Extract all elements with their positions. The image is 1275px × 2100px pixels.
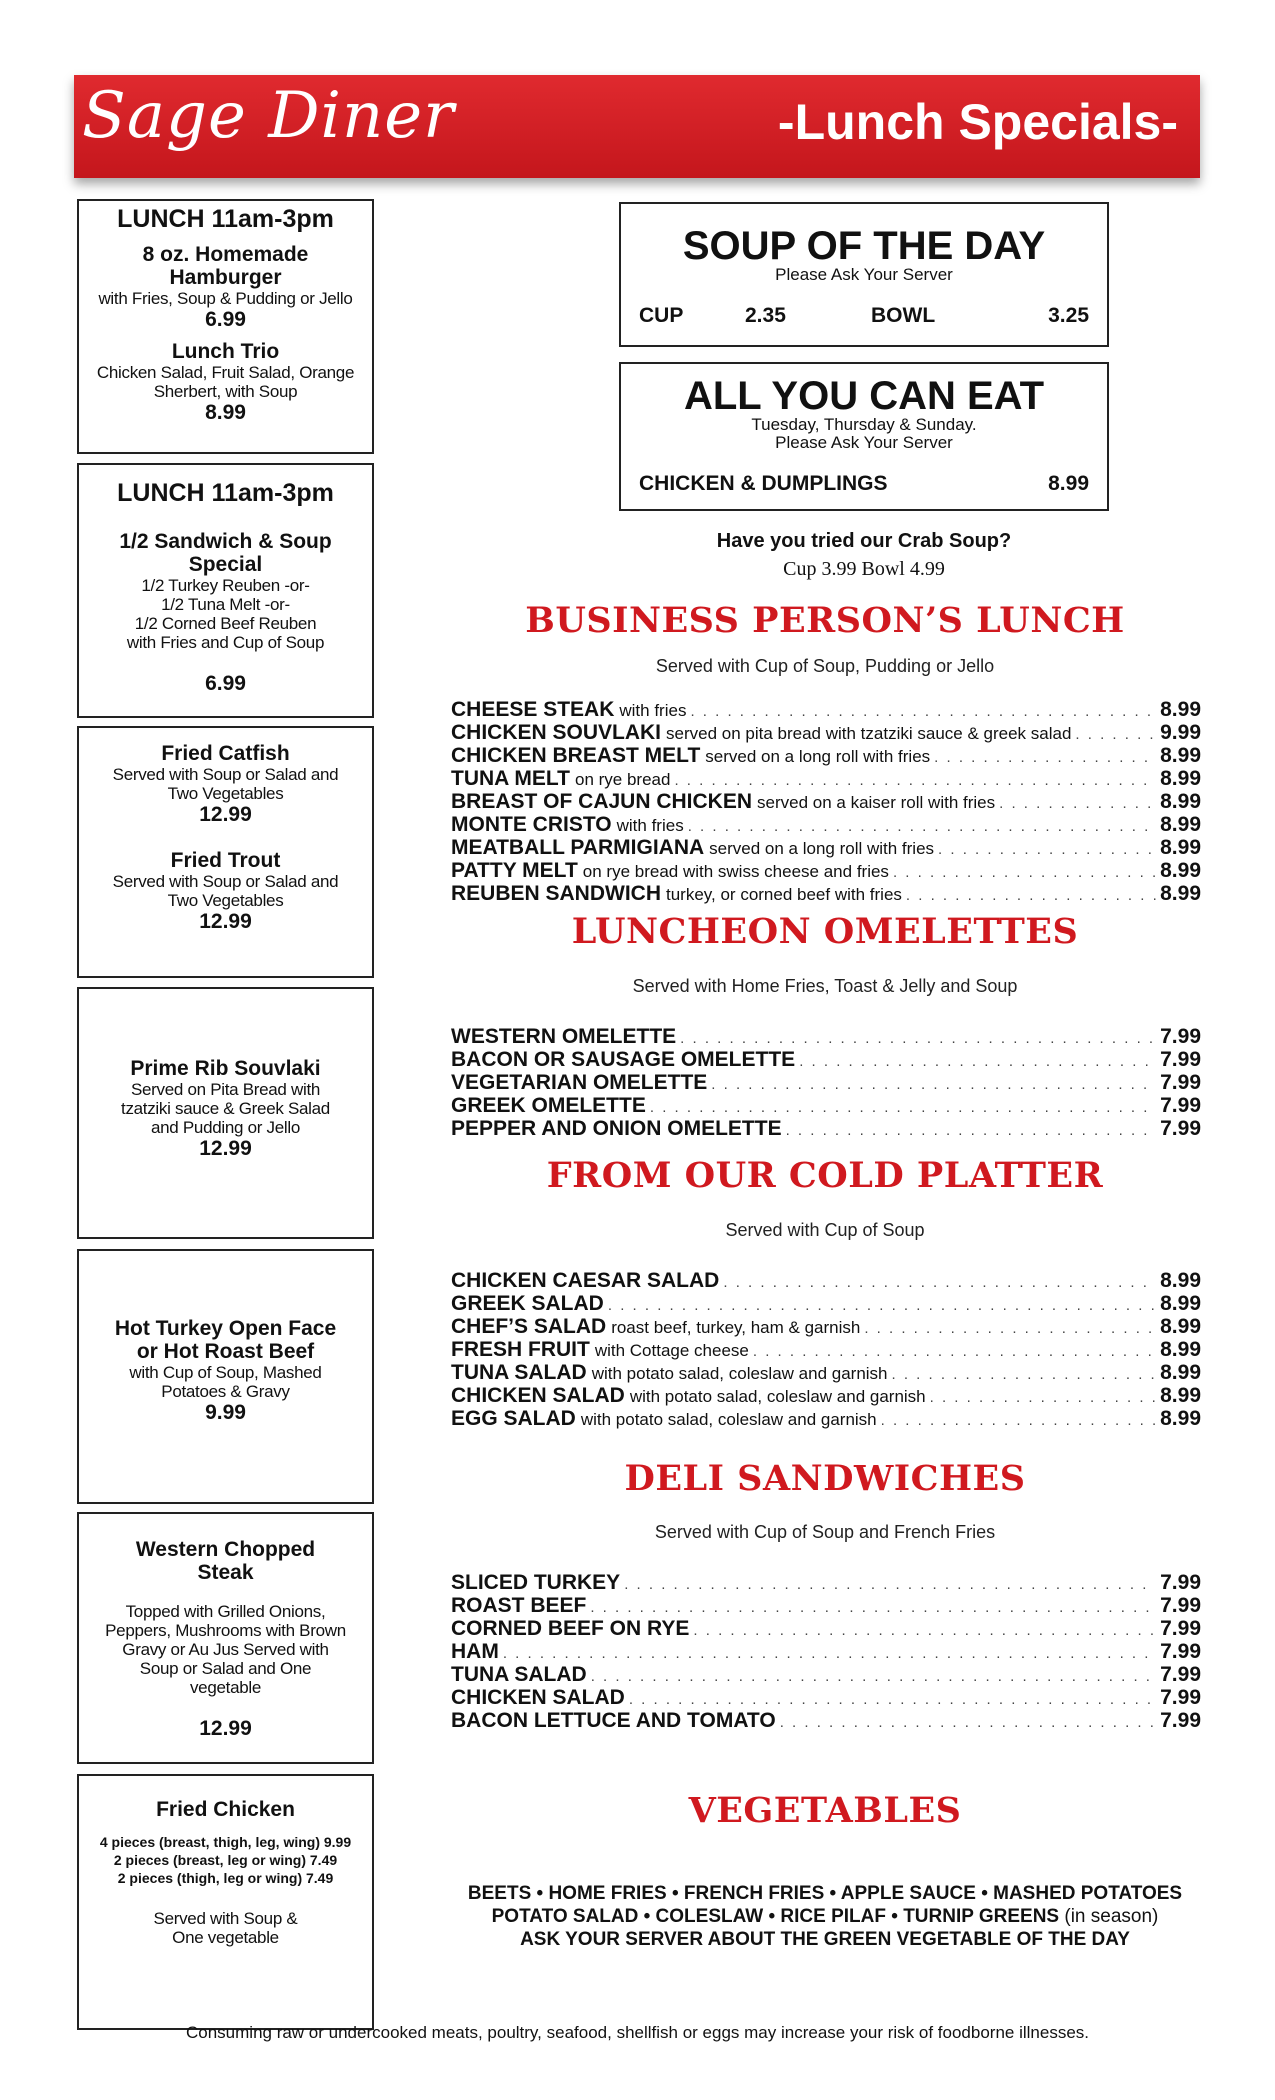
lunch-box-4 xyxy=(77,987,374,1239)
dot-leader xyxy=(934,749,1156,766)
menu-item-name: CHEESE STEAK xyxy=(451,698,615,721)
menu-item-price: 7.99 xyxy=(1160,1071,1201,1094)
menu-item-price: 8.99 xyxy=(205,401,246,424)
omelettes-list xyxy=(451,1025,1201,1140)
menu-row xyxy=(451,767,1201,790)
menu-item-name: CHEF’S SALAD xyxy=(451,1315,607,1338)
menu-item-option: 2 pieces (thigh, leg or wing) 7.49 xyxy=(117,1870,334,1886)
section-subtitle-deli: Served with Cup of Soup and French Fries xyxy=(654,1522,996,1542)
menu-item-description: with Fries and Cup of Soup xyxy=(126,633,325,652)
menu-item-name: Fried Trout xyxy=(170,849,281,872)
menu-item-description: 1/2 Turkey Reuben -or- xyxy=(141,576,310,595)
menu-row xyxy=(451,790,1201,813)
menu-item-name: HAM xyxy=(451,1640,499,1663)
menu-item-price: 8.99 xyxy=(1160,1361,1201,1384)
section-title-deli: DELI SANDWICHES xyxy=(624,1458,1026,1499)
menu-item-price: 12.99 xyxy=(199,803,252,826)
cold-platter-list xyxy=(451,1269,1201,1430)
business-lunch-list xyxy=(451,698,1201,905)
vegetables-line-2-text: POTATO SALAD • COLESLAW • RICE PILAF • TURNIP GREENS xyxy=(491,1906,1060,1927)
menu-item-price: 7.99 xyxy=(1160,1117,1201,1140)
menu-item-price: 8.99 xyxy=(1160,790,1201,813)
menu-item-name: SLICED TURKEY xyxy=(451,1571,621,1594)
menu-row xyxy=(451,1292,1201,1315)
vegetables-list xyxy=(450,1882,1200,1951)
lunch-box-5 xyxy=(77,1249,374,1504)
menu-item-name: CHICKEN CAESAR SALAD xyxy=(451,1269,720,1292)
dot-leader xyxy=(608,1297,1156,1314)
menu-item-price: 8.99 xyxy=(1160,767,1201,790)
dot-leader xyxy=(591,1668,1156,1685)
dot-leader xyxy=(1075,726,1156,743)
menu-row xyxy=(451,1571,1201,1594)
menu-item-name: ROAST BEEF xyxy=(451,1594,587,1617)
menu-item-name: Prime Rib Souvlaki xyxy=(130,1057,321,1080)
dot-leader xyxy=(906,887,1156,904)
menu-item-description: served on a long roll with fries xyxy=(705,747,931,766)
menu-item-price: 7.99 xyxy=(1160,1709,1201,1732)
menu-item-price: 8.99 xyxy=(1160,1384,1201,1407)
menu-item-price: 6.99 xyxy=(205,672,246,695)
menu-row xyxy=(451,1269,1201,1292)
menu-item-name: CHICKEN SALAD xyxy=(451,1686,625,1709)
menu-row xyxy=(451,859,1201,882)
menu-item-description: 1/2 Tuna Melt -or- xyxy=(161,595,290,614)
section-subtitle-omelettes: Served with Home Fries, Toast & Jelly and Soup xyxy=(632,976,1018,996)
soup-subtitle: Please Ask Your Server xyxy=(775,265,953,284)
menu-item-name: Fried Catfish xyxy=(161,742,290,765)
menu-item-name: Western Chopped Steak xyxy=(135,1538,316,1584)
menu-item-name: VEGETARIAN OMELETTE xyxy=(451,1071,708,1094)
ayce-days: Tuesday, Thursday & Sunday. xyxy=(751,415,977,434)
menu-item-price: 8.99 xyxy=(1160,1315,1201,1338)
ayce-subtitle: Please Ask Your Server xyxy=(775,433,953,452)
menu-row xyxy=(451,836,1201,859)
menu-item-name: PATTY MELT xyxy=(451,859,578,882)
menu-item-price: 8.99 xyxy=(1160,859,1201,882)
vegetables-line-2 xyxy=(450,1905,1200,1928)
lunch-box-6 xyxy=(77,1512,374,1764)
menu-item-option: 2 pieces (breast, leg or wing) 7.49 xyxy=(113,1852,338,1868)
restaurant-logo: Sage Diner xyxy=(82,79,455,153)
menu-item-description: on rye bread with swiss cheese and fries xyxy=(582,862,889,881)
soup-title: SOUP OF THE DAY xyxy=(682,224,1046,268)
lunch-box-2 xyxy=(77,463,374,718)
menu-row xyxy=(451,882,1201,905)
menu-item-price: 7.99 xyxy=(1160,1640,1201,1663)
menu-item-name: GREEK SALAD xyxy=(451,1292,604,1315)
dot-leader xyxy=(930,1389,1156,1406)
menu-item-name: FRESH FRUIT xyxy=(451,1338,590,1361)
menu-item-price: 7.99 xyxy=(1160,1686,1201,1709)
menu-item-description: with potato salad, coleslaw and garnish xyxy=(591,1364,888,1383)
menu-item-price: 8.99 xyxy=(1160,836,1201,859)
menu-item-price: 9.99 xyxy=(205,1401,246,1424)
menu-item-name: CHICKEN SALAD xyxy=(451,1384,625,1407)
menu-item-description: Chicken Salad, Fruit Salad, Orange Sherbert, with Soup xyxy=(96,363,355,401)
menu-row xyxy=(451,744,1201,767)
menu-item-description: with Fries, Soup & Pudding or Jello xyxy=(98,289,353,308)
menu-item-description: with potato salad, coleslaw and garnish xyxy=(629,1387,926,1406)
menu-item-price: 8.99 xyxy=(1160,1407,1201,1430)
menu-row xyxy=(451,1117,1201,1140)
ayce-price: 8.99 xyxy=(1048,472,1089,495)
menu-row xyxy=(451,1617,1201,1640)
dot-leader xyxy=(674,772,1156,789)
menu-item-price: 7.99 xyxy=(1160,1094,1201,1117)
menu-row xyxy=(451,1094,1201,1117)
menu-item-price: 7.99 xyxy=(1160,1571,1201,1594)
section-title-omelettes: LUNCHEON OMELETTES xyxy=(571,911,1079,952)
section-title-vegetables: VEGETABLES xyxy=(688,1790,962,1831)
menu-item-name: EGG SALAD xyxy=(451,1407,576,1430)
menu-item-description: served on pita bread with tzatziki sauce & greek salad xyxy=(666,724,1072,743)
menu-row xyxy=(451,1338,1201,1361)
menu-item-description: with potato salad, coleslaw and garnish xyxy=(580,1410,877,1429)
vegetables-line-3: ASK YOUR SERVER ABOUT THE GREEN VEGETABLE OF THE DAY xyxy=(520,1929,1130,1950)
menu-item-description: with fries xyxy=(619,701,687,720)
header-banner xyxy=(74,75,1200,178)
menu-item-name: BACON LETTUCE AND TOMATO xyxy=(451,1709,776,1732)
dot-leader xyxy=(503,1645,1156,1662)
menu-item-name: CHICKEN SOUVLAKI xyxy=(451,721,662,744)
menu-row xyxy=(451,1361,1201,1384)
menu-item-description: Served on Pita Bread with tzatziki sauce & Greek Salad and Pudding or Jello xyxy=(121,1080,330,1137)
menu-row xyxy=(451,1594,1201,1617)
menu-item-name: Fried Chicken xyxy=(156,1798,295,1821)
menu-row xyxy=(451,1071,1201,1094)
all-you-can-eat-box xyxy=(619,362,1109,511)
menu-item-price: 8.99 xyxy=(1160,882,1201,905)
menu-item-name: BACON OR SAUSAGE OMELETTE xyxy=(451,1048,796,1071)
menu-item-price: 7.99 xyxy=(1160,1663,1201,1686)
menu-item-price: 8.99 xyxy=(1160,698,1201,721)
lunch-hours-heading: LUNCH 11am-3pm xyxy=(117,205,334,233)
dot-leader xyxy=(799,1053,1156,1070)
dot-leader xyxy=(780,1714,1156,1731)
menu-row xyxy=(451,1384,1201,1407)
dot-leader xyxy=(892,1366,1157,1383)
cup-price: 2.35 xyxy=(745,304,786,327)
dot-leader xyxy=(753,1343,1156,1360)
menu-item-name: WESTERN OMELETTE xyxy=(451,1025,677,1048)
menu-item-price: 6.99 xyxy=(205,308,246,331)
bowl-label: BOWL xyxy=(871,304,936,327)
lunch-box-7 xyxy=(77,1774,374,2030)
menu-item-description: with fries xyxy=(616,816,684,835)
dot-leader xyxy=(938,841,1156,858)
dot-leader xyxy=(723,1274,1156,1291)
menu-item-description: served on a kaiser roll with fries xyxy=(757,793,996,812)
menu-item-description: turkey, or corned beef with fries xyxy=(666,885,902,904)
dot-leader xyxy=(999,795,1156,812)
menu-item-name: PEPPER AND ONION OMELETTE xyxy=(451,1117,782,1140)
dot-leader xyxy=(688,818,1156,835)
menu-item-price: 8.99 xyxy=(1160,1338,1201,1361)
menu-item-description: Served with Soup or Salad and Two Vegetables xyxy=(112,872,339,910)
menu-item-price: 7.99 xyxy=(1160,1617,1201,1640)
menu-item-price: 9.99 xyxy=(1160,721,1201,744)
menu-item-description: with Cottage cheese xyxy=(594,1341,749,1360)
section-subtitle-business: Served with Cup of Soup, Pudding or Jello xyxy=(655,656,995,676)
menu-item-price: 8.99 xyxy=(1160,1292,1201,1315)
dot-leader xyxy=(711,1076,1156,1093)
soup-of-the-day-box xyxy=(619,202,1109,347)
menu-item-name: REUBEN SANDWICH xyxy=(451,882,661,905)
ayce-item: CHICKEN & DUMPLINGS xyxy=(639,472,888,495)
menu-item-description: Topped with Grilled Onions, Peppers, Mushrooms with Brown Gravy or Au Jus Served with Soup or Salad and One vegetable xyxy=(105,1602,346,1697)
menu-row xyxy=(451,1640,1201,1663)
menu-row xyxy=(451,1686,1201,1709)
dot-leader xyxy=(893,864,1156,881)
deli-sandwiches-list xyxy=(451,1571,1201,1732)
menu-item-name: TUNA SALAD xyxy=(451,1361,587,1384)
menu-row xyxy=(451,1025,1201,1048)
dot-leader xyxy=(690,703,1156,720)
crab-soup-prices: Cup 3.99 Bowl 4.99 xyxy=(783,558,945,580)
menu-item-name: CORNED BEEF ON RYE xyxy=(451,1617,690,1640)
menu-item-name: GREEK OMELETTE xyxy=(451,1094,646,1117)
menu-item-name: Hot Turkey Open Face or Hot Roast Beef xyxy=(114,1317,337,1363)
lunch-hours-heading: LUNCH 11am-3pm xyxy=(117,479,334,507)
menu-item-name: Lunch Trio xyxy=(171,340,280,363)
menu-row xyxy=(451,1315,1201,1338)
menu-item-price: 12.99 xyxy=(199,910,252,933)
crab-soup-question: Have you tried our Crab Soup? xyxy=(716,530,1012,552)
menu-item-name: MEATBALL PARMIGIANA xyxy=(451,836,705,859)
menu-row xyxy=(451,1709,1201,1732)
menu-item-name: BREAST OF CAJUN CHICKEN xyxy=(451,790,753,813)
menu-item-price: 12.99 xyxy=(199,1717,252,1740)
menu-item-option: 4 pieces (breast, thigh, leg, wing) 9.99 xyxy=(99,1834,352,1850)
section-subtitle-cold: Served with Cup of Soup xyxy=(725,1220,925,1240)
section-title-cold: FROM OUR COLD PLATTER xyxy=(546,1155,1104,1196)
menu-item-description: served on a long roll with fries xyxy=(709,839,935,858)
menu-row xyxy=(451,721,1201,744)
menu-row xyxy=(451,1407,1201,1430)
dot-leader xyxy=(590,1599,1156,1616)
menu-item-description: with Cup of Soup, Mashed Potatoes & Gravy xyxy=(129,1363,322,1401)
menu-item-price: 7.99 xyxy=(1160,1025,1201,1048)
menu-item-name: CHICKEN BREAST MELT xyxy=(451,744,701,767)
menu-row xyxy=(451,1663,1201,1686)
lunch-box-1 xyxy=(77,199,374,454)
menu-item-price: 7.99 xyxy=(1160,1048,1201,1071)
menu-item-price: 8.99 xyxy=(1160,744,1201,767)
dot-leader xyxy=(680,1030,1156,1047)
ayce-title: ALL YOU CAN EAT xyxy=(683,374,1045,418)
menu-item-price: 7.99 xyxy=(1160,1594,1201,1617)
menu-row xyxy=(451,813,1201,836)
menu-item-description: Served with Soup or Salad and Two Vegetables xyxy=(112,765,339,803)
dot-leader xyxy=(881,1412,1156,1429)
menu-item-name: TUNA SALAD xyxy=(451,1663,587,1686)
menu-item-name: 8 oz. Homemade Hamburger xyxy=(142,243,309,289)
vegetables-line-1: BEETS • HOME FRIES • FRENCH FRIES • APPLE SAUCE • MASHED POTATOES xyxy=(467,1883,1183,1904)
dot-leader xyxy=(650,1099,1156,1116)
section-title-business: BUSINESS PERSON’S LUNCH xyxy=(525,600,1125,641)
page-title: -Lunch Specials- xyxy=(777,94,1178,150)
dot-leader xyxy=(624,1576,1156,1593)
dot-leader xyxy=(864,1320,1156,1337)
menu-item-price: 8.99 xyxy=(1160,813,1201,836)
menu-item-description: on rye bread xyxy=(574,770,671,789)
dot-leader xyxy=(629,1691,1156,1708)
menu-row xyxy=(451,1048,1201,1071)
dot-leader xyxy=(786,1122,1157,1139)
menu-row xyxy=(451,698,1201,721)
menu-item-description: 1/2 Corned Beef Reuben xyxy=(134,614,317,633)
bowl-price: 3.25 xyxy=(1048,304,1089,327)
menu-item-price: 12.99 xyxy=(199,1137,252,1160)
lunch-box-3 xyxy=(77,726,374,978)
menu-item-name: MONTE CRISTO xyxy=(451,813,612,836)
food-safety-disclaimer: Consuming raw or undercooked meats, poultry, seafood, shellfish or eggs may increase your risk of foodborne illnesses. xyxy=(185,2023,1090,2042)
dot-leader xyxy=(693,1622,1156,1639)
cup-label: CUP xyxy=(639,304,684,327)
menu-item-name: TUNA MELT xyxy=(451,767,570,790)
menu-item-price: 8.99 xyxy=(1160,1269,1201,1292)
menu-item-description: roast beef, turkey, ham & garnish xyxy=(611,1318,861,1337)
in-season-note: (in season) xyxy=(1064,1906,1159,1927)
menu-item-description: Served with Soup & One vegetable xyxy=(153,1909,298,1947)
menu-item-name: 1/2 Sandwich & Soup Special xyxy=(119,530,332,576)
